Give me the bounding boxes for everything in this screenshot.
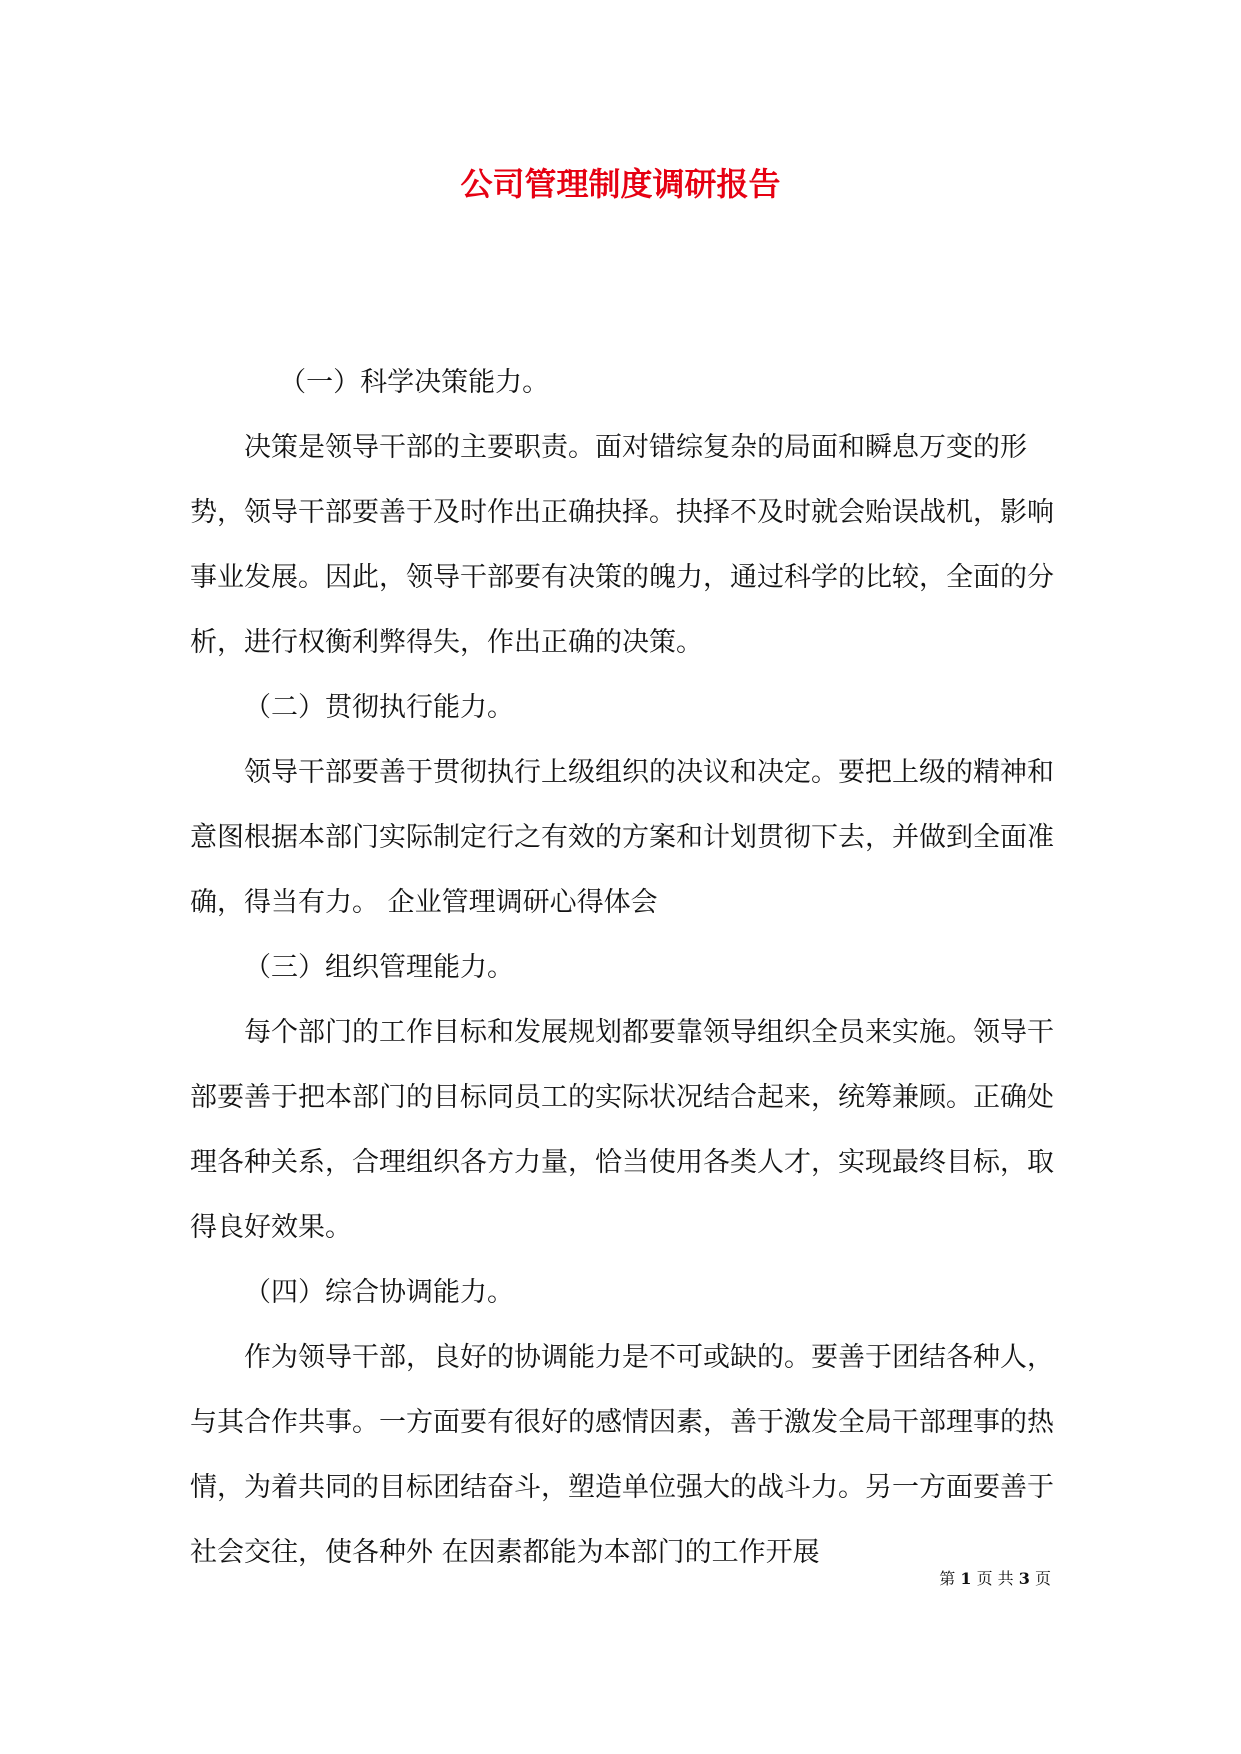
page-number-footer bbox=[939, 1568, 1051, 1590]
footer-middle: 页 共 bbox=[971, 1569, 1019, 1588]
paragraph-4: 作为领导干部，良好的协调能力是不可或缺的。要善于团结各种人，与其合作共事。一方面要有很好的感情因素，善于激发全局干部理事的热情，为着共同的目标团结奋斗，塑造单位强大的战斗力。另一方面要善于社会交往，使各种外 在因素都能为本部门的工作开展 bbox=[190, 1342, 1054, 1568]
paragraph-2: 领导干部要善于贯彻执行上级组织的决议和决定。要把上级的精神和意图根据本部门实际制定行之有效的方案和计划贯彻下去，并做到全面准确，得当有力。 企业管理调研心得体会 bbox=[190, 757, 1054, 918]
document-title: 公司管理制度调研报告 bbox=[460, 165, 781, 203]
paragraph-3: 每个部门的工作目标和发展规划都要靠领导组织全员来实施。领导干部要善于把本部门的目标同员工的实际状况结合起来，统筹兼顾。正确处理各种关系，合理组织各方力量，恰当使用各类人才，实现最终目标，取得良好效果。 bbox=[190, 1017, 1054, 1243]
total-page-count: 3 bbox=[1018, 1569, 1030, 1588]
section-heading-1: （一）科学决策能力。 bbox=[279, 367, 550, 398]
section-heading-2: （二）贯彻执行能力。 bbox=[244, 692, 514, 723]
current-page-number: 1 bbox=[960, 1569, 972, 1588]
footer-suffix: 页 bbox=[1029, 1569, 1051, 1588]
footer-prefix: 第 bbox=[939, 1569, 961, 1588]
section-heading-3: （三）组织管理能力。 bbox=[244, 952, 514, 983]
section-heading-4: （四）综合协调能力。 bbox=[244, 1277, 514, 1308]
paragraph-1: 决策是领导干部的主要职责。面对错综复杂的局面和瞬息万变的形势，领导干部要善于及时作出正确抉择。抉择不及时就会贻误战机，影响事业发展。因此，领导干部要有决策的魄力，通过科学的比较，全面的分析，进行权衡利弊得失，作出正确的决策。 bbox=[190, 432, 1054, 658]
document-body bbox=[190, 350, 1056, 1585]
